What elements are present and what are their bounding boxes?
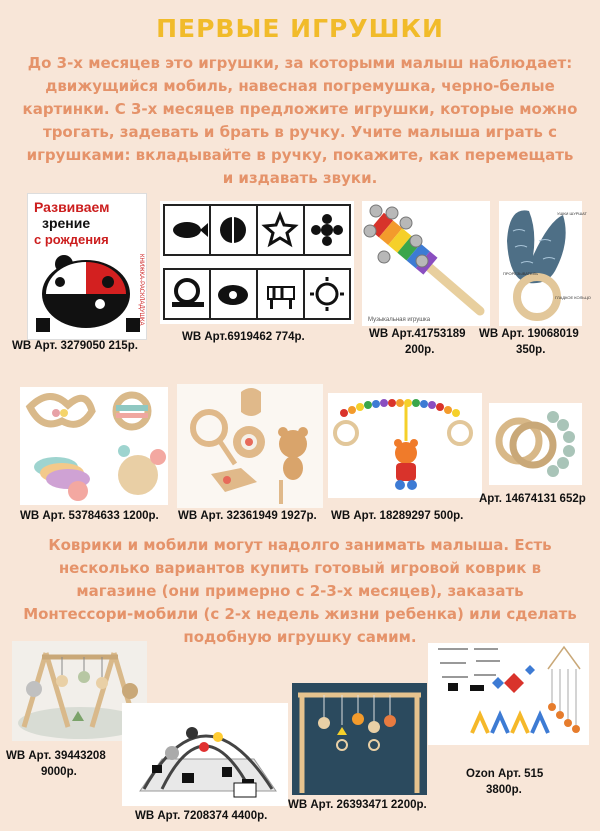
product-label-wooden-toys: WB Арт. 32361949 1927р.: [178, 510, 317, 522]
rattle-caption: Музыкальная игрушка: [368, 317, 431, 323]
flower-rattle-icon: [233, 426, 265, 458]
bell-rattle-image[interactable]: [362, 201, 490, 326]
contrast-book-image[interactable]: [27, 193, 147, 340]
wooden-toys-image[interactable]: [177, 384, 323, 508]
play-mat-image[interactable]: [122, 703, 288, 806]
montessori-mobiles-image[interactable]: [428, 643, 589, 745]
product-label-book: WB Арт. 3279050 215р.: [12, 340, 138, 352]
product-label-cards: WB Арт.6919462 774р.: [182, 331, 305, 343]
bunny-teether-label: ПРОРЕЗЫВАТЕЛЬ: [503, 271, 539, 276]
silicone-teether-image[interactable]: [489, 403, 582, 485]
product-label-mobiles: Ozon Арт. 515: [466, 768, 544, 780]
mats-paragraph: Коврики и мобили могут надолго занимать малыша. Есть несколько вариантов купить готовый игровой коврик в магазине (они примерно с 2-3-х месяцев), заказать Монтессори-мобили (с 2-х недель жизни ребенка) или сделать подобную игрушку самим.: [23, 536, 577, 646]
ladybug-small-icon: [220, 217, 246, 243]
product-label-wooden-rattles: WB Арт. 53784633 1200р.: [20, 510, 159, 522]
product-price-mobiles: 3800р.: [486, 784, 522, 796]
product-label-play-gym: WB Арт. 39443208: [6, 750, 106, 762]
bunny-ears-label: УШКИ ШУРШАТ: [557, 211, 587, 216]
book-side-text: КНИЖКА-РАСКЛАДУШКА: [138, 254, 144, 326]
bunny-ring-label: ГЛАДКОЕ КОЛЬЦО: [555, 295, 591, 300]
product-label-garland: WB Арт. 18289297 500р.: [331, 510, 464, 522]
product-price-bunny: 350р.: [516, 344, 546, 356]
intro-paragraph: До 3-х месяцев это игрушки, за которыми малыш наблюдает: движущийся мобиль, навесная погремушка, черно-белые картинки. С 3-х месяцев предложите игрушки, которые можно трогать, задевать и брать в ручку. Учите малыша играть с игрушками: вкладывайте в ручку, покажите, как перемещать и издавать звуки.: [22, 54, 578, 187]
book-title-line2: зрение: [42, 215, 91, 231]
turtle-icon: [218, 285, 248, 305]
stroller-garland-image[interactable]: [328, 393, 482, 498]
wooden-rattles-image[interactable]: [20, 387, 168, 505]
wooden-gym-image[interactable]: [292, 683, 427, 795]
contrast-cards-image[interactable]: [160, 201, 354, 324]
bunny-teether-image[interactable]: [499, 201, 591, 326]
page-title: ПЕРВЫЕ ИГРУШКИ: [156, 14, 444, 43]
book-title-line1: Развиваем: [34, 199, 110, 215]
book-title-line3: с рождения: [34, 232, 109, 247]
product-label-rattle: WB Арт.41753189: [369, 328, 466, 340]
product-label-silicone-teether: Арт. 14674131 652р: [479, 493, 586, 505]
product-price-rattle: 200р.: [405, 344, 435, 356]
product-label-play-mat: WB Арт. 7208374 4400р.: [135, 810, 268, 822]
product-price-play-gym: 9000р.: [41, 766, 77, 778]
product-label-bunny: WB Арт. 19068019: [479, 328, 579, 340]
product-label-wooden-gym: WB Арт. 26393471 2200р.: [288, 799, 427, 811]
